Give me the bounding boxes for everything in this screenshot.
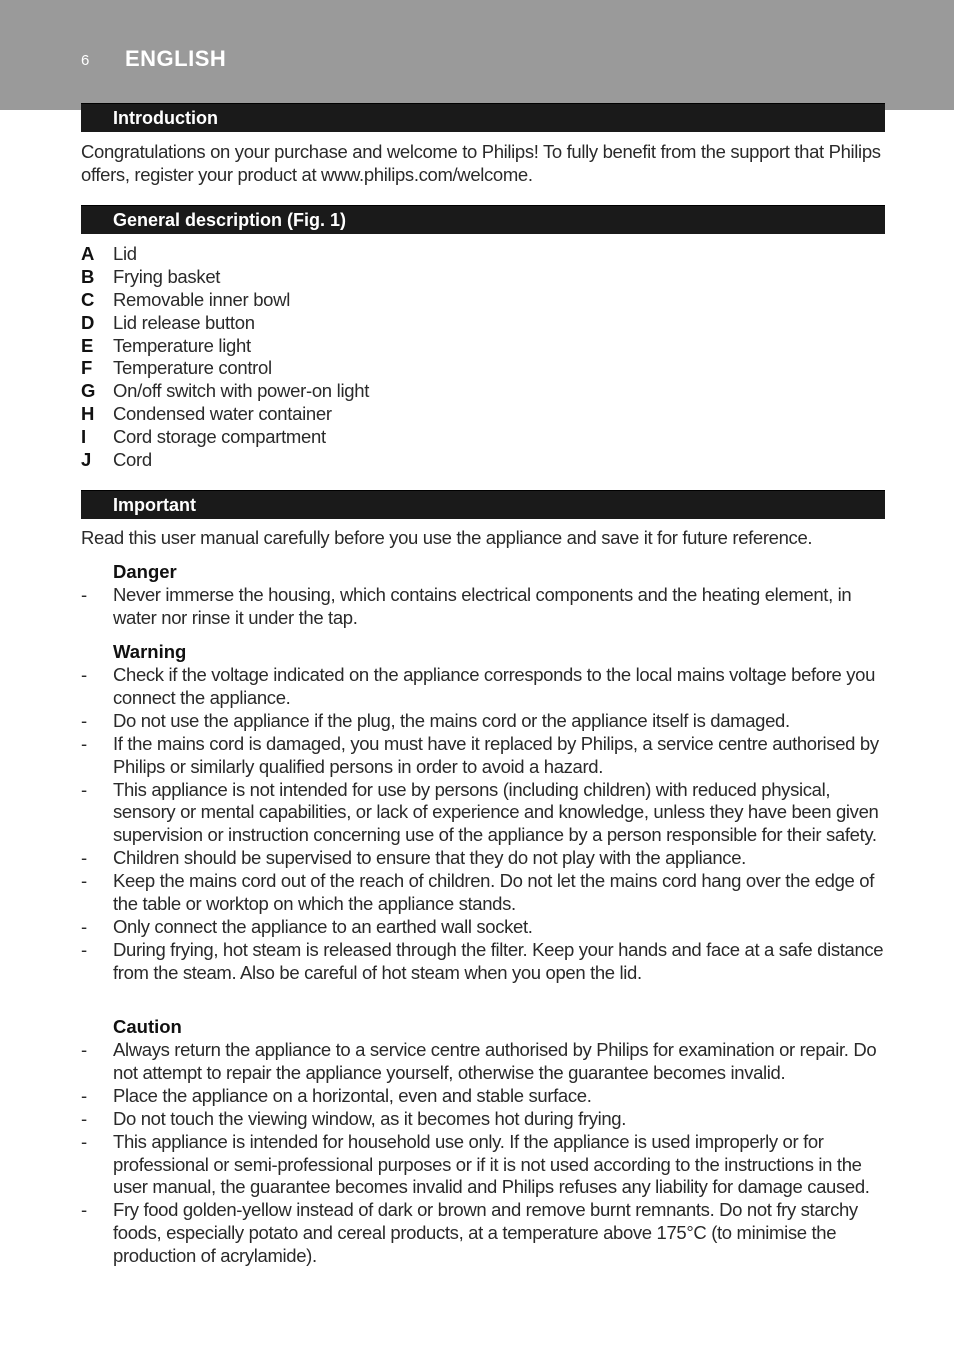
part-letter: E	[81, 334, 94, 356]
part-label: Frying basket	[113, 265, 221, 287]
part-label: Temperature light	[113, 334, 251, 356]
list-item: - Only connect the appliance to an earthed wall socket.	[81, 915, 533, 937]
page-number: 6	[81, 52, 90, 69]
bullet-dash: -	[81, 915, 87, 937]
section-title: Important	[113, 495, 196, 515]
part-letter: F	[81, 357, 93, 379]
bullet-dash: -	[81, 1039, 87, 1060]
list-item: - Check if the voltage indicated on the appliance corresponds to the local mains voltage before you connect the appliance.	[81, 664, 876, 708]
part-label: Cord	[113, 449, 152, 471]
language-title: ENGLISH	[125, 46, 227, 71]
bullet-dash: -	[81, 1107, 87, 1129]
part-letter: H	[81, 403, 95, 425]
part-item	[81, 289, 781, 312]
list-item: - Keep the mains cord out of the reach of children. Do not let the mains cord hang over the edge of the table or worktop on which the appliance stands.	[81, 870, 875, 915]
bullet-dash: -	[81, 1084, 87, 1106]
part-item	[81, 312, 781, 335]
caution-list	[81, 1039, 891, 1268]
important-intro: Read this user manual carefully before you use the appliance and save it for future reference.	[81, 527, 813, 548]
page-header-band	[0, 0, 954, 110]
bullet-dash: -	[81, 1199, 87, 1221]
list-item: - This appliance is intended for household use only. If the appliance is used improperly or for professional or semi-professional purposes or if it is not used according to the instructions in the user manual, the guarantee becomes invalid and Philips refuses any liability for damage caused.	[81, 1130, 870, 1198]
caution-heading: Caution	[113, 1016, 182, 1037]
list-item: - This appliance is not intended for use by persons (including children) with reduced physical, sensory or mental capabilities, or lack of experience and knowledge, unless they have been given supervision or instruction concerning use of the appliance by a person responsible for their safety.	[81, 778, 879, 846]
part-item	[81, 380, 781, 403]
bullet-dash: -	[81, 847, 87, 869]
part-letter: D	[81, 311, 95, 333]
bullet-dash: -	[81, 664, 87, 685]
bullet-dash: -	[81, 1130, 87, 1152]
part-label: On/off switch with power-on light	[113, 380, 370, 402]
section-header-important	[81, 490, 885, 519]
part-label: Removable inner bowl	[113, 288, 291, 310]
part-item	[81, 335, 781, 358]
warning-list	[81, 664, 891, 985]
bullet-dash: -	[81, 709, 87, 731]
part-letter: J	[81, 449, 92, 471]
list-item: - Never immerse the housing, which contains electrical components and the heating element, in water nor rinse it under the tap.	[81, 584, 852, 628]
part-item	[81, 449, 781, 472]
bullet-dash: -	[81, 870, 87, 892]
bullet-dash: -	[81, 584, 87, 605]
bullet-dash: -	[81, 778, 87, 800]
parts-list	[81, 243, 781, 472]
part-label: Cord storage compartment	[113, 426, 326, 448]
part-label: Temperature control	[113, 357, 272, 379]
list-item: - During frying, hot steam is released through the filter. Keep your hands and face at a safe distance from the steam. Also be careful of hot steam when you open the lid.	[81, 938, 884, 983]
intro-paragraph: Congratulations on your purchase and welcome to Philips! To fully benefit from the support that Philips offers, register your product at www.philips.com/welcome.	[81, 141, 881, 185]
part-item	[81, 266, 781, 289]
part-label: Lid	[113, 243, 137, 264]
part-letter: G	[81, 380, 96, 402]
part-letter: A	[81, 243, 95, 264]
part-label: Lid release button	[113, 311, 255, 333]
section-header-general-description	[81, 205, 885, 234]
part-item	[81, 357, 781, 380]
bullet-dash: -	[81, 732, 87, 754]
list-item: - Place the appliance on a horizontal, even and stable surface.	[81, 1084, 592, 1106]
part-letter: C	[81, 288, 95, 310]
part-item	[81, 426, 781, 449]
part-label: Condensed water container	[113, 403, 332, 425]
section-title: General description (Fig. 1)	[113, 210, 347, 230]
part-letter: I	[81, 426, 87, 448]
danger-list	[81, 584, 891, 630]
list-item: - Fry food golden-yellow instead of dark or brown and remove burnt remnants. Do not fry starchy foods, especially potato and cereal products, at a temperature above 175°C (to minimise the production of acrylamide).	[81, 1199, 858, 1267]
part-item	[81, 243, 781, 266]
list-item: - Do not touch the viewing window, as it becomes hot during frying.	[81, 1107, 627, 1129]
section-title: Introduction	[113, 108, 218, 128]
list-item: - Children should be supervised to ensure that they do not play with the appliance.	[81, 847, 746, 869]
warning-heading: Warning	[113, 641, 187, 662]
bullet-dash: -	[81, 938, 87, 960]
part-item	[81, 403, 781, 426]
danger-heading: Danger	[113, 561, 177, 582]
list-item: - Always return the appliance to a service centre authorised by Philips for examination or repair. Do not attempt to repair the appliance yourself, otherwise the guarantee becomes invalid.	[81, 1039, 877, 1083]
part-letter: B	[81, 265, 95, 287]
list-item: - Do not use the appliance if the plug, the mains cord or the appliance itself is damaged.	[81, 709, 790, 731]
list-item: - If the mains cord is damaged, you must have it replaced by Philips, a service centre authorised by Philips or similarly qualified persons in order to avoid a hazard.	[81, 732, 879, 777]
section-header-introduction	[81, 103, 885, 132]
